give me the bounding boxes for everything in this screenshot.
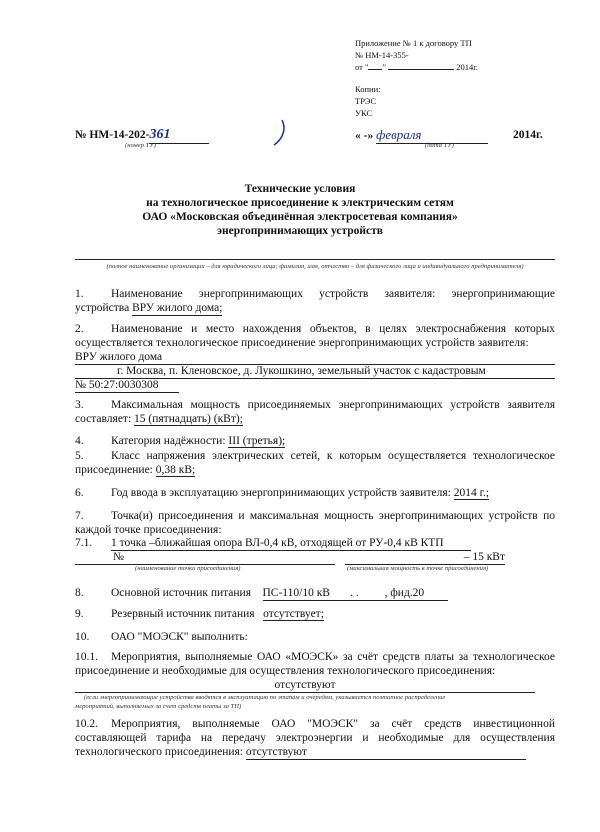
item-5-line-2 xyxy=(75,463,195,477)
applicant-caption: (полное наименование организации – для юридического лица; фамилия, имя, отчество – для физического лица и индивидуального предпринимателя) xyxy=(106,263,524,270)
item-4-value: III (третья); xyxy=(228,435,286,447)
item-9-number: 9. xyxy=(75,608,84,620)
item-7-1-value: 1 точка –ближайшая опора ВЛ-0,4 кВ, отходящей от РУ-0,4 кВ КТП xyxy=(111,536,471,551)
copies-item-1: ТРЭС xyxy=(355,96,377,106)
item-3-line-1 xyxy=(75,398,555,412)
item-2-value-2: г. Москва, п. Кленовское, д. Лукошкино, земельный участок с кадастровым xyxy=(75,364,555,379)
tu-number-caption: (номер ТУ) xyxy=(125,142,156,149)
item-2-value-3: № 50:27:0030308 xyxy=(75,378,179,393)
item-8-feeder: , фид.20 xyxy=(384,587,425,599)
item-9-label: Резервный источник питания xyxy=(111,608,255,620)
item-3-value: 15 (пятнадцать) (кВт); xyxy=(134,413,243,425)
item-10-2-value: отсутствуют xyxy=(246,745,526,760)
item-8-number: 8. xyxy=(75,587,84,599)
item-10-label: ОАО "МОЭСК" выполнить: xyxy=(111,631,248,643)
item-10-2-text: Мероприятия, выполняемые ОАО "МОЭСК" за счёт средств инвестиционной xyxy=(111,718,555,730)
item-4-label: Категория надёжности: xyxy=(111,435,226,447)
tu-date-day: - xyxy=(363,130,368,142)
item-10-1-value: отсутствуют xyxy=(75,678,535,693)
title-line-1: Технические условия xyxy=(244,183,356,195)
copies-item-2: УКС xyxy=(355,108,373,118)
item-6 xyxy=(75,486,489,500)
item-1-value: ВРУ жилого дома; xyxy=(132,302,223,314)
handwritten-mark-icon xyxy=(270,118,290,148)
tu-date-open-quote: « xyxy=(355,130,361,142)
item-8 xyxy=(75,586,448,601)
item-7-1-power: – 15 кВт xyxy=(345,550,505,565)
appendix-line-1: Приложение № 1 к договору ТП xyxy=(355,38,472,48)
tu-date-year: 2014г. xyxy=(513,129,543,141)
item-2-value-1: ВРУ жилого дома xyxy=(75,350,555,365)
item-7-1-caption-1: (наименование точки присоединения) xyxy=(135,565,241,572)
item-1-line-2 xyxy=(75,301,222,316)
item-7-text-2: каждой точке присоединения: xyxy=(75,524,222,536)
item-10-2-text-2: составляющей тарифа на передачу электроэнергии и необходимые для осуществления xyxy=(75,732,555,744)
item-6-number: 6. xyxy=(75,487,84,499)
item-2-text-2: осуществляется технологическое присоединение энергопринимающих устройств заявителя: xyxy=(75,337,529,349)
item-10-2-number: 10.2. xyxy=(75,718,98,730)
appendix-date-year: 2014г. xyxy=(456,62,478,72)
item-1-line-1 xyxy=(75,287,555,301)
tu-date-caption: (дата ТУ) xyxy=(425,142,454,149)
tu-number-handwritten: 361 xyxy=(149,127,209,144)
item-1-text: Наименование энергопринимающих устройств заявителя: энергопринимающие xyxy=(111,288,555,300)
item-10-2-prefix: технологического присоединения: xyxy=(75,746,243,758)
item-4 xyxy=(75,434,285,448)
item-3-number: 3. xyxy=(75,399,84,411)
tu-date xyxy=(355,127,488,144)
item-10-1-caption-1: (если энергопринимающие устройства вводятся в эксплуатацию по этапам и очередям, указывается поэтапное распределение xyxy=(84,694,446,701)
item-9-value: отсутствует; xyxy=(263,608,324,620)
item-10-2-line-1 xyxy=(75,717,555,731)
item-3-line-2 xyxy=(75,412,243,426)
item-6-value: 2014 г.; xyxy=(453,487,490,499)
appendix-line-3 xyxy=(355,62,478,72)
tu-date-month-handwritten: февраля xyxy=(376,127,488,144)
title-line-2: на технологическое присоединение к электрическим сетям xyxy=(146,197,454,209)
item-3-text: Максимальная мощность присоединяемых энергопринимающих устройств заявителя xyxy=(111,399,555,411)
item-8-source xyxy=(263,586,448,601)
appendix-line-2: № НМ-14-355- xyxy=(355,50,409,60)
item-10-1-caption-2: мероприятий, выполняемых за счет средств платы за ТП) xyxy=(75,703,242,710)
item-6-label: Год ввода в эксплуатацию энергопринимающих устройств заявителя: xyxy=(111,487,451,499)
item-7-1 xyxy=(75,536,471,551)
item-3-prefix: составляет: xyxy=(75,413,132,425)
item-2-number: 2. xyxy=(75,323,84,335)
item-7-number: 7. xyxy=(75,510,84,522)
item-10-1-text: Мероприятия, выполняемые ОАО «МОЭСК» за счёт средств платы за технологическое xyxy=(111,651,555,663)
item-5-text: Класс напряжения электрических сетей, к которым осуществляется технологическое xyxy=(111,450,555,462)
tu-number-prefix: № НМ-14-202- xyxy=(75,129,150,141)
item-5-prefix: присоединение: xyxy=(75,464,153,476)
item-10-2-line-3 xyxy=(75,745,526,760)
item-10-1-number: 10.1. xyxy=(75,651,98,663)
copies-label: Копии: xyxy=(355,84,381,94)
item-10-number: 10. xyxy=(75,631,90,643)
applicant-name-line xyxy=(75,259,555,260)
item-8-label: Основной источник питания xyxy=(111,587,251,599)
item-4-number: 4. xyxy=(75,435,84,447)
item-10-1-line-1 xyxy=(75,650,555,664)
item-2-line-1 xyxy=(75,322,555,336)
item-1-prefix: устройства xyxy=(75,302,130,314)
item-10 xyxy=(75,630,248,644)
item-2-text-1: Наименование и место нахождения объектов, в целях электроснабжения которых xyxy=(111,323,555,335)
item-7-1-value-2: № xyxy=(75,550,335,565)
item-7-line-1 xyxy=(75,509,555,523)
item-8-dots: . . xyxy=(350,587,359,599)
appendix-date-mid: " xyxy=(382,62,386,72)
item-10-1-text-2: присоединение и необходимые для осуществления технологического присоединения: xyxy=(75,665,496,677)
item-9 xyxy=(75,607,324,621)
item-5-number: 5. xyxy=(75,450,84,462)
item-7-1-caption-2: (максимальная мощность в точке присоединения) xyxy=(347,565,489,572)
item-1-number: 1. xyxy=(75,288,84,300)
appendix-date-open: от " xyxy=(355,62,369,72)
item-5-value: 0,38 кВ; xyxy=(155,464,196,476)
item-5-line-1 xyxy=(75,449,555,463)
item-7-text: Точка(и) присоединения и максимальная мощность энергопринимающих устройств по xyxy=(111,510,555,522)
item-7-1-number: 7.1. xyxy=(75,537,93,549)
item-8-value: ПС-110/10 кВ xyxy=(262,587,330,599)
title-line-4: энергопринимающих устройств xyxy=(217,225,383,237)
title-line-3: ОАО «Московская объединённая электросетевая компания» xyxy=(142,211,458,223)
tu-date-close-quote: » xyxy=(367,130,374,142)
